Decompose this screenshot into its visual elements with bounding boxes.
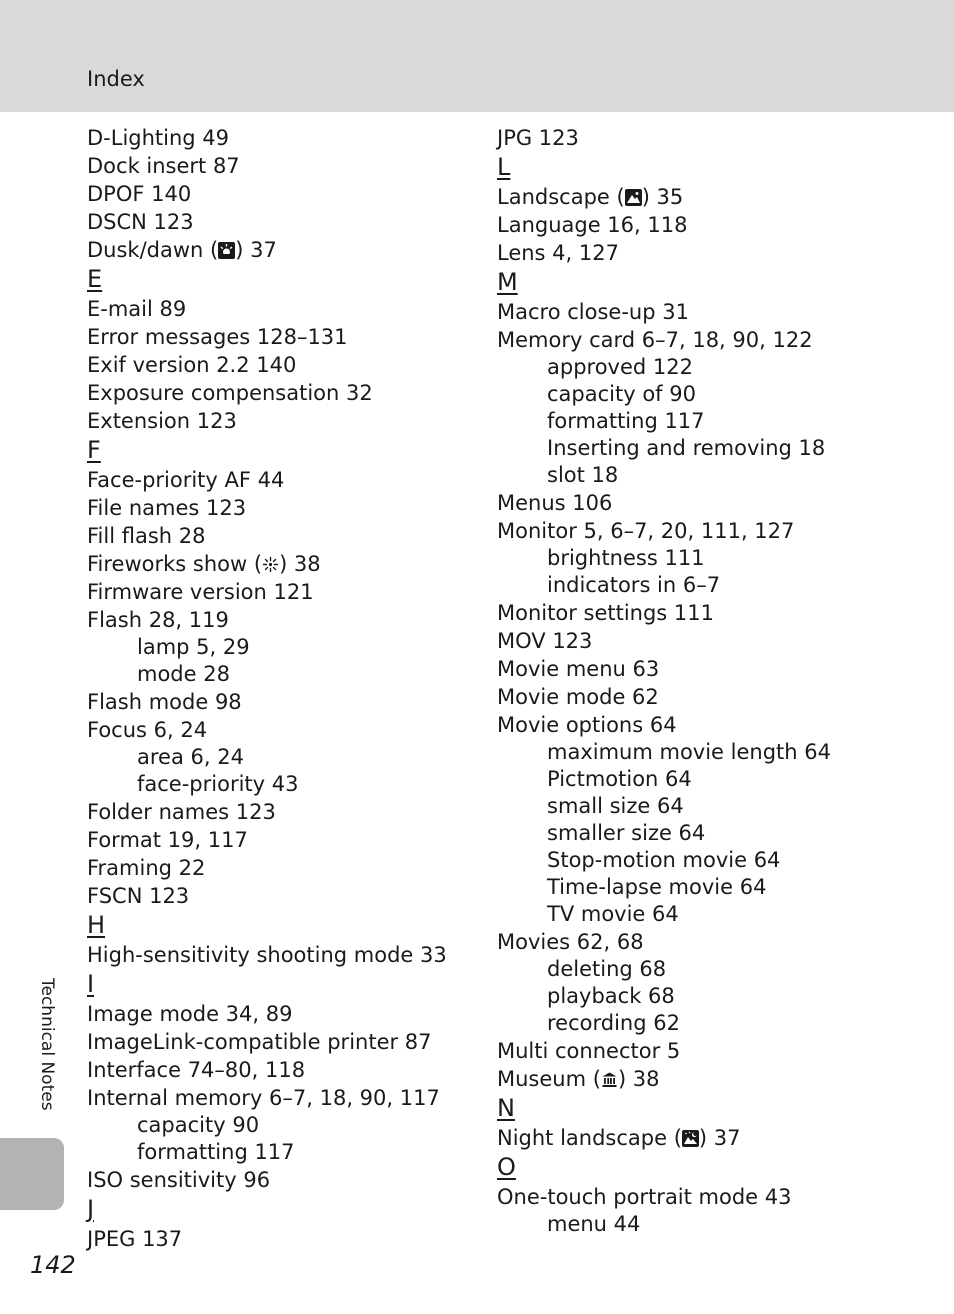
- entry-text: DSCN 123: [87, 210, 194, 234]
- index-subentry-face-priority-43: [87, 771, 467, 798]
- index-subentry-tv-movie-64: [497, 901, 917, 928]
- entry-text: area 6, 24: [137, 745, 244, 769]
- entry-text: Face-priority AF 44: [87, 468, 285, 492]
- entry-text: Movie mode 62: [497, 685, 659, 709]
- index-entry-firmware-version-121: [87, 578, 467, 606]
- entry-text: Dock insert 87: [87, 154, 240, 178]
- entry-text: Extension 123: [87, 409, 237, 433]
- index-entry-movie-mode-62: [497, 683, 917, 711]
- index-entry-dpof-140: [87, 180, 467, 208]
- entry-text: Lens 4, 127: [497, 241, 619, 265]
- index-entry-macro-close-up-31: [497, 298, 917, 326]
- entry-text: Monitor settings 111: [497, 601, 715, 625]
- index-subentry-smaller-size-64: [497, 820, 917, 847]
- entry-text: menu 44: [547, 1212, 641, 1236]
- index-letter-heading-n: [497, 1093, 917, 1124]
- index-entry-exif-version-2-2-140: [87, 351, 467, 379]
- header-title: Index: [87, 67, 145, 91]
- index-entry-movie-menu-63: [497, 655, 917, 683]
- index-entry-monitor-5-6-7-20-111-127: [497, 517, 917, 545]
- index-entry-movie-options-64: [497, 711, 917, 739]
- dusk-dawn-icon: [218, 242, 235, 259]
- entry-text: Menus 106: [497, 491, 613, 515]
- entry-text: DPOF 140: [87, 182, 192, 206]
- entry-text: Folder names 123: [87, 800, 276, 824]
- entry-text: F: [87, 436, 101, 464]
- index-entry-dusk-dawn: [87, 236, 467, 264]
- landscape-icon: [625, 189, 642, 206]
- entry-text: High-sensitivity shooting mode 33: [87, 943, 447, 967]
- index-subentry-deleting-68: [497, 956, 917, 983]
- index-entry-multi-connector-5: [497, 1037, 917, 1065]
- entry-text: Memory card 6–7, 18, 90, 122: [497, 328, 813, 352]
- entry-text: E-mail 89: [87, 297, 187, 321]
- entry-text: capacity 90: [137, 1113, 260, 1137]
- index-entry-file-names-123: [87, 494, 467, 522]
- index-subentry-area-6-24: [87, 744, 467, 771]
- index-entry-framing-22: [87, 854, 467, 882]
- entry-text: lamp 5, 29: [137, 635, 250, 659]
- index-letter-heading-h: [87, 910, 467, 941]
- entry-page-ref: ) 37: [235, 238, 277, 262]
- index-letter-heading-e: [87, 264, 467, 295]
- entry-text: Night landscape (: [497, 1126, 682, 1150]
- entry-text: Language 16, 118: [497, 213, 688, 237]
- entry-text: H: [87, 911, 106, 939]
- entry-text: Framing 22: [87, 856, 206, 880]
- entry-text: N: [497, 1094, 515, 1122]
- entry-text: TV movie 64: [547, 902, 679, 926]
- entry-text: Movie options 64: [497, 713, 677, 737]
- fireworks-icon: [262, 556, 279, 573]
- entry-page-ref: ) 35: [641, 185, 684, 209]
- index-subentry-capacity-of-90: [497, 381, 917, 408]
- index-subentry-playback-68: [497, 983, 917, 1010]
- index-entry-internal-memory-6-7-18-90-117: [87, 1084, 467, 1112]
- index-entry-face-priority-af-44: [87, 466, 467, 494]
- entry-text: Image mode 34, 89: [87, 1002, 293, 1026]
- entry-text: face-priority 43: [137, 772, 299, 796]
- entry-text: Error messages 128–131: [87, 325, 348, 349]
- entry-text: deleting 68: [547, 957, 667, 981]
- entry-text: smaller size 64: [547, 821, 706, 845]
- index-entry-fscn-123: [87, 882, 467, 910]
- index-subentry-recording-62: [497, 1010, 917, 1037]
- index-letter-heading-f: [87, 435, 467, 466]
- entry-text: slot 18: [547, 463, 619, 487]
- entry-page-ref: ) 37: [698, 1126, 741, 1150]
- index-entry-jpg-123: [497, 124, 917, 152]
- index-entry-flash-28-119: [87, 606, 467, 634]
- entry-text: Dusk/dawn (: [87, 238, 219, 262]
- entry-text: small size 64: [547, 794, 684, 818]
- index-entry-one-touch-portrait-mode-43: [497, 1183, 917, 1211]
- entry-page-ref: ) 38: [279, 552, 321, 576]
- entry-text: M: [497, 268, 518, 296]
- entry-text: One-touch portrait mode 43: [497, 1185, 792, 1209]
- index-subentry-maximum-movie-length-64: [497, 739, 917, 766]
- index-entry-monitor-settings-111: [497, 599, 917, 627]
- entry-text: JPG 123: [497, 126, 579, 150]
- entry-text: brightness 111: [547, 546, 705, 570]
- page-header: [0, 0, 954, 112]
- entry-text: Fill flash 28: [87, 524, 206, 548]
- index-entry-flash-mode-98: [87, 688, 467, 716]
- index-letter-heading-l: [497, 152, 917, 183]
- index-entry-exposure-compensation-32: [87, 379, 467, 407]
- index-column-left: [87, 124, 467, 1253]
- index-column-right: [497, 124, 917, 1238]
- index-entry-memory-card-6-7-18-90-122: [497, 326, 917, 354]
- entry-text: playback 68: [547, 984, 675, 1008]
- index-entry-language-16-118: [497, 211, 917, 239]
- entry-text: D-Lighting 49: [87, 126, 230, 150]
- index-subentry-mode-28: [87, 661, 467, 688]
- entry-text: Time-lapse movie 64: [547, 875, 767, 899]
- index-subentry-small-size-64: [497, 793, 917, 820]
- entry-text: recording 62: [547, 1011, 680, 1035]
- entry-text: ISO sensitivity 96: [87, 1168, 271, 1192]
- index-subentry-stop-motion-movie-64: [497, 847, 917, 874]
- index-entry-interface-74-80-118: [87, 1056, 467, 1084]
- entry-text: Focus 6, 24: [87, 718, 208, 742]
- entry-text: Movies 62, 68: [497, 930, 644, 954]
- index-subentry-time-lapse-movie-64: [497, 874, 917, 901]
- index-subentry-capacity-90: [87, 1112, 467, 1139]
- index-entry-error-messages-128-131: [87, 323, 467, 351]
- index-subentry-approved-122: [497, 354, 917, 381]
- index-entry-museum: [497, 1065, 917, 1093]
- page-number: 142: [30, 1251, 76, 1279]
- index-subentry-slot-18: [497, 462, 917, 489]
- index-subentry-menu-44: [497, 1211, 917, 1238]
- index-entry-mov-123: [497, 627, 917, 655]
- entry-text: Museum (: [497, 1067, 601, 1091]
- entry-text: L: [497, 153, 511, 181]
- entry-text: Fireworks show (: [87, 552, 263, 576]
- entry-text: formatting 117: [137, 1140, 295, 1164]
- index-entry-folder-names-123: [87, 798, 467, 826]
- entry-text: approved 122: [547, 355, 693, 379]
- index-subentry-indicators-in-6-7: [497, 572, 917, 599]
- index-entry-fireworks-show: [87, 550, 467, 578]
- entry-text: Flash mode 98: [87, 690, 242, 714]
- entry-text: mode 28: [137, 662, 230, 686]
- index-subentry-brightness-111: [497, 545, 917, 572]
- index-entry-format-19-117: [87, 826, 467, 854]
- entry-text: Firmware version 121: [87, 580, 314, 604]
- entry-text: Inserting and removing 18: [547, 436, 826, 460]
- entry-text: Macro close-up 31: [497, 300, 689, 324]
- index-entry-high-sensitivity-shooting-mode-33: [87, 941, 467, 969]
- entry-text: O: [497, 1153, 516, 1181]
- entry-text: Monitor 5, 6–7, 20, 111, 127: [497, 519, 795, 543]
- index-entry-imagelink-compatible-printer-87: [87, 1028, 467, 1056]
- index-entry-landscape: [497, 183, 917, 211]
- entry-text: Multi connector 5: [497, 1039, 681, 1063]
- index-entry-dock-insert-87: [87, 152, 467, 180]
- entry-text: Interface 74–80, 118: [87, 1058, 306, 1082]
- entry-text: Internal memory 6–7, 18, 90, 117: [87, 1086, 440, 1110]
- entry-text: indicators in 6–7: [547, 573, 721, 597]
- entry-text: Exif version 2.2 140: [87, 353, 297, 377]
- section-side-label: Technical Notes: [37, 978, 57, 1111]
- index-entry-iso-sensitivity-96: [87, 1166, 467, 1194]
- entry-text: J: [87, 1195, 95, 1223]
- entry-text: Exposure compensation 32: [87, 381, 373, 405]
- index-subentry-formatting-117: [87, 1139, 467, 1166]
- index-entry-dscn-123: [87, 208, 467, 236]
- entry-text: File names 123: [87, 496, 247, 520]
- index-entry-focus-6-24: [87, 716, 467, 744]
- index-subentry-pictmotion-64: [497, 766, 917, 793]
- index-subentry-inserting-and-removing-18: [497, 435, 917, 462]
- entry-text: Movie menu 63: [497, 657, 660, 681]
- entry-text: maximum movie length 64: [547, 740, 831, 764]
- museum-icon: [601, 1071, 618, 1088]
- index-subentry-lamp-5-29: [87, 634, 467, 661]
- index-entry-extension-123: [87, 407, 467, 435]
- index-entry-menus-106: [497, 489, 917, 517]
- index-letter-heading-m: [497, 267, 917, 298]
- index-entry-lens-4-127: [497, 239, 917, 267]
- index-entry-night-landscape: [497, 1124, 917, 1152]
- entry-text: Landscape (: [497, 185, 625, 209]
- entry-text: Pictmotion 64: [547, 767, 692, 791]
- night-landscape-icon: [682, 1130, 699, 1147]
- entry-text: FSCN 123: [87, 884, 190, 908]
- section-tab-marker: [0, 1138, 64, 1210]
- index-letter-heading-o: [497, 1152, 917, 1183]
- entry-text: ImageLink-compatible printer 87: [87, 1030, 432, 1054]
- entry-text: Stop-motion movie 64: [547, 848, 781, 872]
- index-subentry-formatting-117: [497, 408, 917, 435]
- index-letter-heading-i: [87, 969, 467, 1000]
- index-entry-image-mode-34-89: [87, 1000, 467, 1028]
- index-entry-e-mail-89: [87, 295, 467, 323]
- entry-text: formatting 117: [547, 409, 705, 433]
- entry-text: capacity of 90: [547, 382, 696, 406]
- entry-page-ref: ) 38: [617, 1067, 660, 1091]
- entry-text: MOV 123: [497, 629, 593, 653]
- entry-text: Format 19, 117: [87, 828, 248, 852]
- entry-text: JPEG 137: [87, 1227, 183, 1251]
- entry-text: Flash 28, 119: [87, 608, 229, 632]
- entry-text: E: [87, 265, 103, 293]
- index-entry-movies-62-68: [497, 928, 917, 956]
- index-entry-jpeg-137: [87, 1225, 467, 1253]
- index-entry-d-lighting-49: [87, 124, 467, 152]
- index-letter-heading-j: [87, 1194, 467, 1225]
- entry-text: I: [87, 970, 95, 998]
- index-entry-fill-flash-28: [87, 522, 467, 550]
